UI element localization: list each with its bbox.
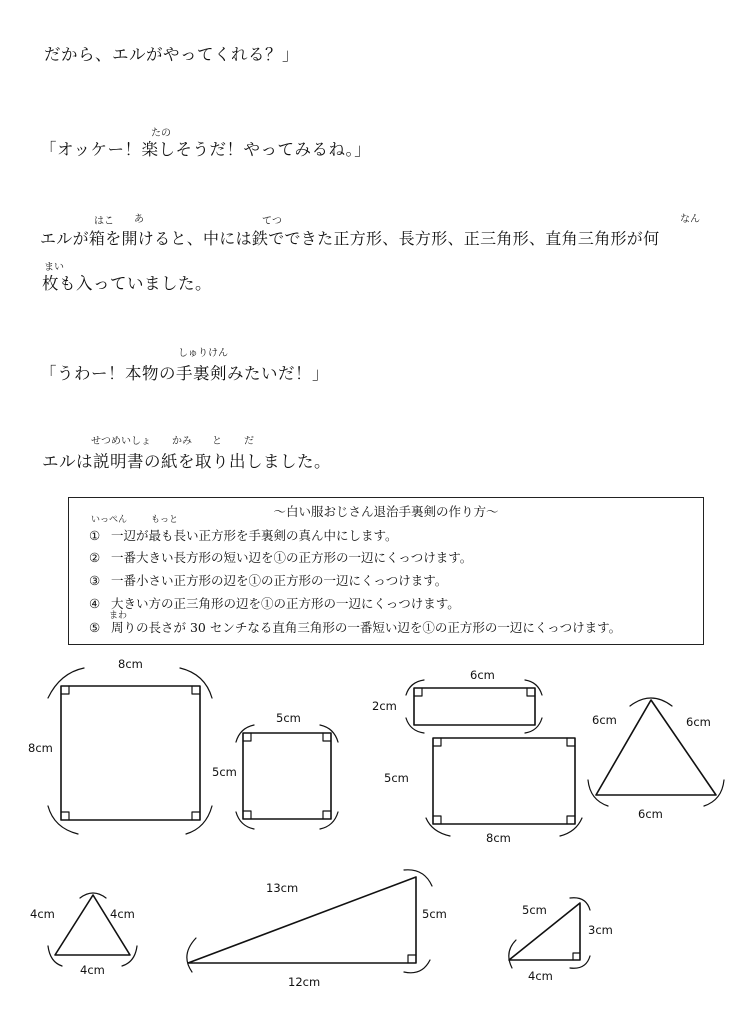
small-square [212,711,338,829]
story-line-3: エルが箱を開けると、中には鉄でできた正方形、長方形、正三角形、直角三角形が何 [40,229,660,248]
ruby-nan: なん [680,214,700,225]
small-square-top-label: 5cm [276,711,301,725]
step-text: 一辺が最も長い正方形を手裏剣の真ん中にします。 [111,528,398,543]
small-right-triangle-right-angle-mark [573,953,580,960]
ruby-hako: はこ [94,216,114,227]
ruby-tano: たの [151,128,171,139]
story-line-6: エルは説明書の紙を取り出しました。 [42,452,331,471]
ruby-tetsu: てつ [262,216,282,227]
small-triangle-left-label: 4cm [30,907,55,921]
step-number: ① [89,528,101,543]
small-right-triangle [509,898,613,983]
large-triangle-bottom-label: 6cm [638,807,663,821]
step-number: ③ [89,573,101,588]
small-rectangle-corner-marks [414,688,535,696]
large-right-triangle-hyp-label: 13cm [266,881,299,895]
ruby-to: と [212,436,222,447]
ruby-shuriken: しゅりけん [178,348,228,359]
large-square-side-label: 8cm [28,741,53,755]
step-text: 大きい方の正三角形の辺を①の正方形の一辺にくっつけます。 [111,596,460,611]
large-right-triangle-right-angle-mark [408,955,416,963]
ruby-setsumeisho: せつめいしょ [91,436,151,447]
small-right-triangle-leg-label: 3cm [588,923,613,937]
story-line-5: 「うわー！本物の手裏剣みたいだ！」 [40,364,329,383]
ruby-da: だ [244,436,254,447]
step-text: 周りの長さが 30 センチなる直角三角形の一番短い辺を①の正方形の一辺にくっつけます。 [111,620,622,635]
ruby-a: あ [134,214,144,225]
small-triangle [30,893,137,977]
small-rectangle-outline [414,688,535,725]
small-square-side-label: 5cm [212,765,237,779]
ruby-motto: もっと [151,515,179,525]
ruby-kami: かみ [172,436,192,447]
large-rectangle [384,738,582,845]
ruby-ippen: いっぺん [91,515,128,525]
story-line-1: だから、エルがやってくれる？」 [44,45,299,64]
step-number: ⑤ [89,620,101,635]
small-rectangle-top-label: 6cm [470,668,495,682]
large-rectangle-bottom-label: 8cm [486,831,511,845]
small-right-triangle-base-label: 4cm [528,969,553,983]
small-square-outline [243,733,331,819]
step-number: ② [89,550,101,565]
large-square-corner-marks [61,686,200,820]
large-triangle-left-label: 6cm [592,713,617,727]
small-triangle-right-label: 4cm [110,907,135,921]
large-rectangle-side-label: 5cm [384,771,409,785]
small-rectangle-side-label: 2cm [372,699,397,713]
large-triangle-right-label: 6cm [686,715,711,729]
large-right-triangle-leg-label: 5cm [422,907,447,921]
small-right-triangle-hyp-label: 5cm [522,903,547,917]
large-square [28,657,212,834]
large-right-triangle-outline [188,877,416,963]
step-text: 一番大きい長方形の短い辺を①の正方形の一辺にくっつけます。 [111,550,473,565]
large-right-triangle [187,870,447,989]
step-text: 一番小さい正方形の辺を①の正方形の一辺にくっつけます。 [111,573,448,588]
story-line-4: 枚も入っていました。 [42,274,212,293]
large-square-arc-marks [48,668,212,834]
large-square-outline [61,686,200,820]
large-rectangle-corner-marks [433,738,575,824]
small-rectangle [372,668,542,733]
large-right-triangle-base-label: 12cm [288,975,321,989]
ruby-mawa: まわ [109,611,128,621]
small-right-triangle-arc-marks [509,898,590,969]
small-triangle-bottom-label: 4cm [80,963,105,977]
step-number: ④ [89,596,101,611]
ruby-mai: まい [44,262,64,273]
large-rectangle-outline [433,738,575,824]
small-triangle-outline [55,895,130,955]
instructions-title: 〜白い服おじさん退治手裏剣の作り方〜 [273,504,499,519]
story-line-2: 「オッケー！楽しそうだ！やってみるね。」 [40,140,372,159]
small-square-corner-marks [243,733,331,819]
large-triangle [588,698,724,821]
large-square-top-label: 8cm [118,657,143,671]
